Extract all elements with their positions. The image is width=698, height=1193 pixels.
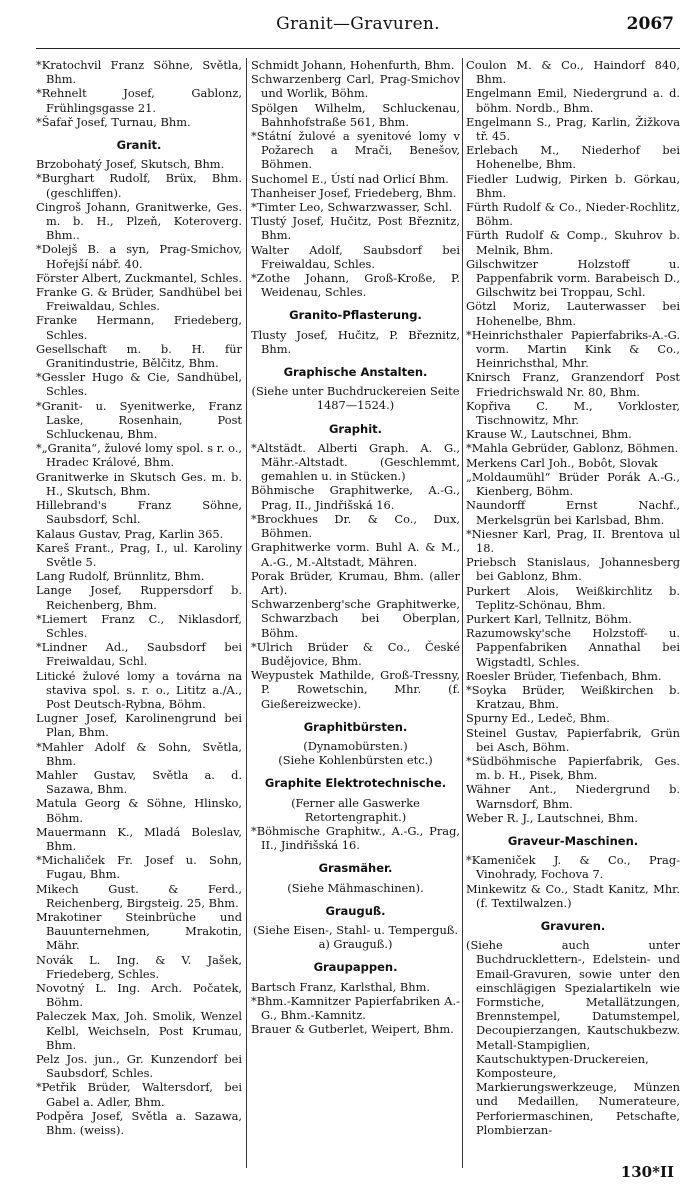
directory-entry: Mikech Gust. & Ferd., Reichenberg, Birgsteig. 25, Bhm. [36,881,242,910]
directory-entry: Pelz Jos. jun., Gr. Kunzendorf bei Saubsdorf, Schles. [36,1052,242,1081]
directory-entry: „Moldaumühl“ Brüder Porák A.-G., Kienberg, Böhm. [466,469,680,499]
directory-entry: *Kratochvil Franz Söhne, Světla, Bhm. [36,58,242,87]
directory-entry: Förster Albert, Zuckmantel, Schles. [36,270,242,285]
directory-entry: Coulon M. & Co., Haindorf 840, Bhm. [466,58,680,87]
directory-entry: *Kameniček J. & Co., Prag-Vinohrady, Fochova 7. [466,853,680,882]
header-rule [36,48,680,49]
column-3 [466,58,680,1168]
directory-entry: Böhmische Graphitwerke, A.-G., Prag, II., Jindřišská 16. [251,483,460,512]
directory-entry: *Dolejš B. a syn, Prag-Smichov, Hořejší nábř. 40. [36,242,242,271]
section-heading: Grasmäher. [318,861,393,876]
directory-entry: Purkert Karl, Tellnitz, Böhm. [466,611,632,626]
directory-entry: *Státní žulové a syenitové lomy v Požarech a Mrači, Benešov, Böhmen. [251,129,460,172]
directory-entry: Mahler Gustav, Světla a. d. Sazawa, Bhm. [36,767,242,797]
directory-entry: Erlebach M., Niederhof bei Hohenelbe, Bhm. [466,143,680,172]
directory-entry: *Böhmische Graphitw., A.-G., Prag, II., Jindřišská 16. [251,823,460,853]
directory-entry: Schwarzenberg Carl, Prag-Smichov und Worlik, Böhm. [251,72,460,101]
directory-entry: Gilschwitzer Holzstoff u. Pappenfabrik vorm. Barabeisch D., Gilschwitz bei Troppau, Schl. [466,256,680,300]
directory-entry: Schmidt Johann, Hohenfurth, Bhm. [251,58,455,72]
directory-entry: *Ulrich Brüder & Co., České Budějovice, Bhm. [251,639,460,668]
directory-entry: *Mahler Adolf & Sohn, Světla, Bhm. [36,739,242,768]
directory-entry: *Petřik Brüder, Waltersdorf, bei Gabel a. Adler, Bhm. [36,1080,242,1109]
column-divider [462,58,463,1168]
directory-entry: Steinel Gustav, Papierfabrik, Grün bei Asch, Böhm. [466,725,680,754]
directory-entry: Lange Josef, Ruppersdorf b. Reichenberg, Bhm. [36,583,242,612]
directory-entry: *Bhm.-Kamnitzer Papierfabriken A.-G., Bhm.-Kamnitz. [251,993,460,1022]
directory-entry: Novák L. Ing. & V. Jašek, Friedeberg, Schles. [36,952,242,981]
directory-entry: Franke Hermann, Friedeberg, Schles. [36,313,242,342]
directory-entry: Litické žulové lomy a továrna na staviva spol. s. r. o., Lititz a./A., Post Deutsch-Rybna, Böhm. [36,668,242,711]
directory-entry: Walter Adolf, Saubsdorf bei Freiwaldau, Schles. [251,242,460,271]
section-heading: Graphische Anstalten. [283,365,428,380]
section-heading: Granit. [116,138,162,153]
directory-entry: *Niesner Karl, Prag, II. Brentova ul 18. [466,526,680,555]
directory-entry: *Zothe Johann, Groß-Kroße, P. Weidenau, Schles. [251,271,460,300]
cross-reference: (Siehe Eisen-, Stahl- u. Temperguß. a) Grauguß.) [252,922,459,952]
directory-entry: Hillebrand's Franz Söhne, Saubsdorf, Schl. [36,498,242,527]
directory-entry: Novotný L. Ing. Arch. Počatek, Böhm. [36,981,242,1010]
directory-entry: Schwarzenberg'sche Graphitwerke, Schwarzbach bei Oberplan, Böhm. [251,597,460,640]
cross-reference: (Ferner alle Gaswerke Retortengraphit.) [291,795,420,824]
directory-entry: Naundorff Ernst Nachf., Merkelsgrün bei Karlsbad, Bhm. [466,498,680,527]
directory-entry: Lang Rudolf, Brünnlitz, Bhm. [36,569,205,584]
directory-entry: Kopřiva C. M., Vorkloster, Tischnowitz, Mhr. [466,398,680,428]
section-heading: Gravuren. [540,918,606,933]
directory-entry: *Südböhmische Papierfabrik, Ges. m. b. H., Pisek, Bhm. [466,753,680,783]
directory-entry: Lugner Josef, Karolinengrund bei Plan, Bhm. [36,711,242,740]
directory-entry: Roesler Brüder, Tiefenbach, Bhm. [466,668,662,683]
directory-entry: Merkens Carl Joh., Bobôt, Slovak [466,455,658,470]
directory-entry: Mrakotiner Steinbrüche und Bauunternehmen, Mrakotin, Mähr. [36,909,242,953]
signature-mark: 130*II [620,1163,674,1181]
page-title: Granit—Gravuren. [276,14,440,34]
section-heading: Graupappen. [313,960,398,975]
running-header [36,14,680,44]
directory-entry: Götzl Moriz, Lauterwasser bei Hohenelbe, Bhm. [466,299,680,328]
directory-entry: Kareš Frant., Prag, I., ul. Karoliny Světle 5. [36,540,242,569]
directory-entry: Mauermann K., Mladá Boleslav, Bhm. [36,824,242,853]
directory-entry: Knirsch Franz, Granzendorf Post Friedrichswald Nr. 80, Bhm. [466,370,680,399]
directory-entry: *Michaliček Fr. Josef u. Sohn, Fugau, Bhm. [36,853,242,882]
section-heading: Graphitbürsten. [303,719,408,734]
directory-entry: *Šafař Josef, Turnau, Bhm. [36,114,191,129]
directory-entry: Bartsch Franz, Karlsthal, Bhm. [251,979,431,994]
directory-entry: Tlustý Josef, Hučitz, Post Březnitz, Bhm. [251,214,460,243]
directory-entry: Porak Brüder, Krumau, Bhm. (aller Art). [251,568,460,597]
directory-entry: *Heinrichsthaler Papierfabriks-A.-G. vorm. Martin Kink & Co., Heinrichsthal, Mhr. [466,327,680,371]
directory-entry: *Gessler Hugo & Cie, Sandhübel, Schles. [36,370,242,399]
directory-entry: Spurny Ed., Ledeč, Bhm. [466,711,610,726]
cross-reference: (Siehe Kohlenbürsten etc.) [278,753,433,768]
directory-entry: Suchomel E., Ústí nad Orlicí Bhm. [251,171,449,186]
directory-entry: *Lindner Ad., Saubsdorf bei Freiwaldau, Schl. [36,640,242,669]
directory-entry: Minkewitz & Co., Stadt Kanitz, Mhr. (f. Textilwalzen.) [466,881,680,910]
directory-entry: Matula Georg & Söhne, Hlinsko, Böhm. [36,796,242,825]
page-number: 2067 [626,14,674,34]
directory-entry: Spölgen Wilhelm, Schluckenau, Bahnhofstraße 561, Bhm. [251,100,460,129]
directory-entry: *„Granita“, žulové lomy spol. s r. o., Hradec Králové, Bhm. [36,441,242,470]
directory-entry: Krause W., Lautschnei, Bhm. [466,427,632,442]
directory-entry: Engelmann S., Prag, Karlin, Žižkova tř. 45. [466,114,680,144]
directory-entry: Tlusty Josef, Hučitz, P. Březnitz, Bhm. [251,327,460,356]
section-heading: Graphit. [328,421,383,436]
directory-entry: Franke G. & Brüder, Sandhübel bei Freiwaldau, Schles. [36,285,242,314]
section-heading: Granito-Pflasterung. [289,308,422,323]
directory-entry: *Liemert Franz C., Niklasdorf, Schles. [36,611,242,640]
directory-entry: Priebsch Stanislaus, Johannesberg bei Gablonz, Bhm. [466,555,680,584]
directory-entry: Paleczek Max, Joh. Smolik, Wenzel Kelbl, Weichseln, Post Krumau, Bhm. [36,1009,242,1052]
directory-entry: Thanheiser Josef, Friedeberg, Bhm. [251,185,457,200]
directory-entry: Razumowsky'sche Holzstoff- u. Pappenfabriken Annathal bei Wigstadtl, Schles. [466,626,680,669]
directory-entry: *Granit- u. Syenitwerke, Franz Laske, Rosenhain, Post Schluckenau, Bhm. [36,398,242,442]
directory-entry: Kalaus Gustav, Prag, Karlin 365. [36,526,224,541]
section-heading: Graphite Elektrotechnische. [264,776,447,791]
directory-entry: *Rehnelt Josef, Gablonz, Frühlingsgasse 21. [36,86,242,115]
directory-entry: Weber R. J., Lautschnei, Bhm. [466,810,638,825]
directory-entry: Weypustek Mathilde, Groß-Tressny, P. Rowetschin, Mhr. (f. Gießereizwecke). [251,668,460,711]
directory-entry: Engelmann Emil, Niedergrund a. d. böhm. Nordb., Bhm. [466,86,680,115]
directory-entry: Brzobohatý Josef, Skutsch, Bhm. [36,157,225,172]
directory-entry: Brauer & Gutberlet, Weipert, Bhm. [251,1022,454,1037]
cross-reference: (Siehe unter Buchdruckereien Seite 1487—1524.) [251,384,460,413]
column-divider [246,58,247,1168]
directory-entry: *Mahla Gebrüder, Gablonz, Böhmen. [466,441,679,456]
directory-entry: Granitwerke in Skutsch Ges. m. b. H., Skutsch, Bhm. [36,469,242,498]
directory-entry: Purkert Alois, Weißkirchlitz b. Teplitz-Schönau, Bhm. [466,583,680,612]
directory-entry: Fürth Rudolf & Comp., Skuhrov b. Melnik, Bhm. [466,228,680,257]
section-heading: Graveur-Maschinen. [507,833,639,848]
directory-entry: *Altstädt. Alberti Graph. A. G., Mähr.-Altstadt. (Geschlemmt, gemahlen u. in Stücken.) [251,440,460,484]
directory-entry: (Siehe auch unter Buchdrucklettern-, Edelstein- und Email-Gravuren, sowie unter den einschlägigen Spezialartikeln wie Formstiche, Metallätzungen, Brennstempel, Datumstempel, Decoupierzangen, Kautschukbezw. Metall-Stampiglien, Kautschuktypen-Druckereien, Komposteure, Markierungswerkzeuge, Münzen und Medaillen, Numerateure, Perforiermaschinen, Petschafte, Plombierzan- [466,938,680,1137]
directory-entry: *Soyka Brüder, Weißkirchen b. Kratzau, Bhm. [466,682,680,712]
directory-entry: Podpěra Josef, Světla a. Sazawa, Bhm. (weiss). [36,1108,242,1138]
directory-entry: Fürth Rudolf & Co., Nieder-Rochlitz, Böhm. [466,200,680,229]
directory-entry: *Burghart Rudolf, Brüx, Bhm. (geschliffen). [36,171,242,200]
directory-entry: Wähner Ant., Niedergrund b. Warnsdorf, Bhm. [466,782,680,811]
directory-entry: *Timter Leo, Schwarzwasser, Schl. [251,200,453,215]
directory-entry: Gesellschaft m. b. H. für Granitindustrie, Bělčitz, Bhm. [36,341,242,371]
cross-reference: (Siehe Mähmaschinen). [287,880,424,895]
column-1 [36,58,242,1168]
directory-entry: *Brockhues Dr. & Co., Dux, Böhmen. [251,511,460,541]
directory-entry: Fiedler Ludwig, Pirken b. Görkau, Bhm. [466,171,680,200]
directory-entry: Cingroš Johann, Granitwerke, Ges. m. b. H., Plzeň, Koteroverg. Bhm.. [36,199,242,243]
column-2 [251,58,460,1168]
cross-reference: (Dynamobürsten.) [303,738,408,753]
section-heading: Grauguß. [325,903,386,918]
directory-entry: Graphitwerke vorm. Buhl A. & M., A.-G., M.-Altstadt, Mähren. [251,540,460,569]
